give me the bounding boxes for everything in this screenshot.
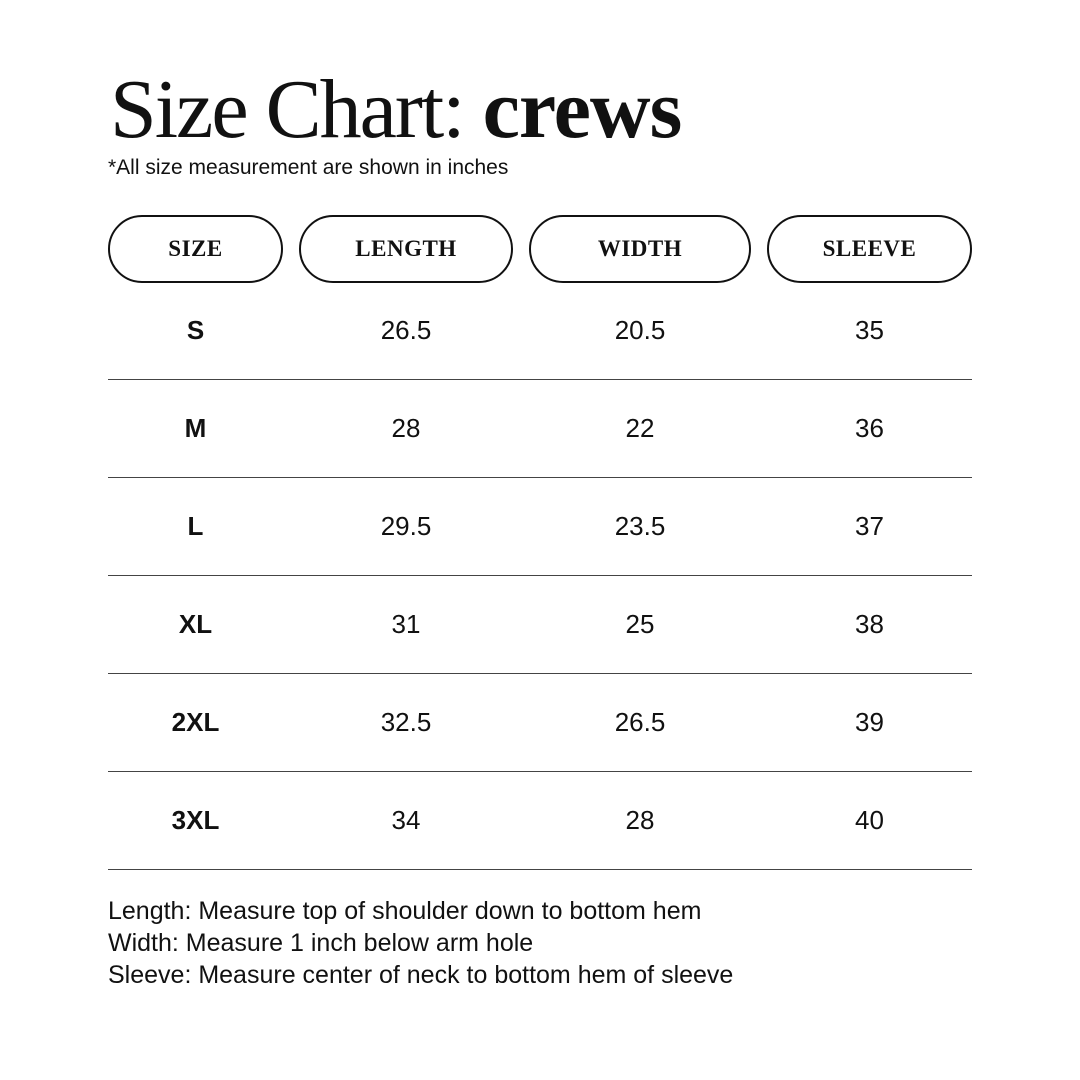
length-cell: 34 <box>391 805 421 835</box>
units-note: *All size measurement are shown in inches <box>108 156 509 179</box>
table-row <box>108 576 972 674</box>
size-cell: L <box>187 511 204 541</box>
size-cell: S <box>186 315 205 345</box>
measurement-notes <box>108 895 733 991</box>
header-sleeve: SLEEVE <box>767 215 972 283</box>
note-sleeve: Sleeve: Measure center of neck to bottom hem of sleeve <box>108 961 734 989</box>
header-length: LENGTH <box>299 215 513 283</box>
header-size: SIZE <box>108 215 283 283</box>
length-cell: 32.5 <box>380 707 432 737</box>
length-cell: 29.5 <box>380 511 432 541</box>
sleeve-cell: 35 <box>855 315 884 345</box>
size-cell: M <box>184 413 207 443</box>
title-prefix: Size Chart: <box>110 63 483 156</box>
size-cell: 3XL <box>171 805 220 835</box>
sleeve-cell: 36 <box>855 413 884 443</box>
width-cell: 22 <box>625 413 655 443</box>
sleeve-cell: 37 <box>855 511 884 541</box>
page-title <box>110 63 682 156</box>
length-cell: 31 <box>391 609 421 639</box>
width-cell: 25 <box>625 609 655 639</box>
width-cell: 20.5 <box>614 315 666 345</box>
note-length: Length: Measure top of shoulder down to bottom hem <box>108 897 702 925</box>
table-row <box>108 282 972 380</box>
length-cell: 26.5 <box>380 315 432 345</box>
table-row <box>108 478 972 576</box>
sleeve-cell: 38 <box>855 609 884 639</box>
table-row <box>108 772 972 870</box>
length-cell: 28 <box>391 413 421 443</box>
note-width: Width: Measure 1 inch below arm hole <box>108 929 534 957</box>
size-cell: XL <box>178 609 213 639</box>
sleeve-cell: 40 <box>855 805 884 835</box>
size-cell: 2XL <box>171 707 220 737</box>
table-row <box>108 380 972 478</box>
width-cell: 26.5 <box>614 707 666 737</box>
header-width: WIDTH <box>529 215 751 283</box>
width-cell: 23.5 <box>614 511 666 541</box>
table-row <box>108 674 972 772</box>
title-emphasis: crews <box>482 63 682 156</box>
sleeve-cell: 39 <box>855 707 884 737</box>
width-cell: 28 <box>625 805 655 835</box>
